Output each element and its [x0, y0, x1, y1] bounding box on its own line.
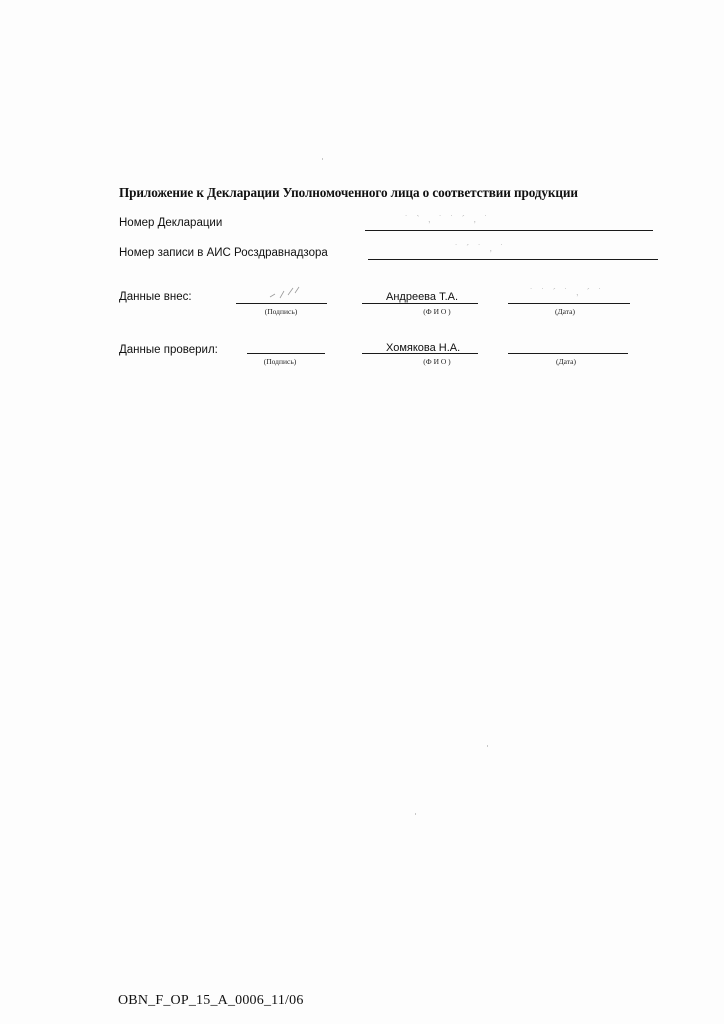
scan-speck	[322, 158, 323, 160]
checked-date-line	[508, 353, 628, 354]
checked-name-caption: (Ф И О )	[423, 357, 451, 366]
form-code: OBN_F_OP_15_A_0006_11/06	[118, 993, 304, 1008]
ais-record-label: Номер записи в АИС Росздравнадзора	[119, 247, 328, 259]
entered-label: Данные внес:	[119, 291, 192, 303]
entered-signature-caption: (Подпись)	[264, 307, 298, 316]
checked-label: Данные проверил:	[119, 344, 218, 356]
appendix-title: Приложение к Декларации Уполномоченного лица о соответствии продукции	[119, 185, 578, 200]
declaration-number-label: Номер Декларации	[119, 217, 223, 229]
entered-name-caption: (Ф И О )	[423, 307, 451, 316]
entered-name: Андреева Т.А.	[386, 291, 459, 303]
declaration-number-line	[365, 230, 653, 231]
faded-stamp-mark: ˙ ´ ˙ , ˙	[455, 243, 507, 253]
checked-name: Хомякова Н.А.	[386, 342, 461, 354]
scan-speck	[415, 813, 416, 815]
entered-date-caption: (Дата)	[555, 307, 575, 316]
entered-signature-line	[236, 303, 327, 304]
entered-name-line	[362, 303, 478, 304]
faded-stamp-mark: ˙ ` , ˙ ˙ ´ , ˙	[405, 214, 491, 224]
scan-speck	[487, 745, 488, 747]
checked-signature-caption: (Подпись)	[263, 357, 297, 366]
checked-date-caption: (Дата)	[556, 357, 576, 366]
faded-date-mark: ˙ ˙ ´ ˙ , ´ ˙	[530, 287, 605, 297]
checked-name-line	[362, 353, 478, 354]
ais-record-line	[368, 259, 658, 260]
entered-date-line	[508, 303, 630, 304]
signature-scribble	[266, 282, 302, 302]
checked-signature-line	[247, 353, 325, 354]
